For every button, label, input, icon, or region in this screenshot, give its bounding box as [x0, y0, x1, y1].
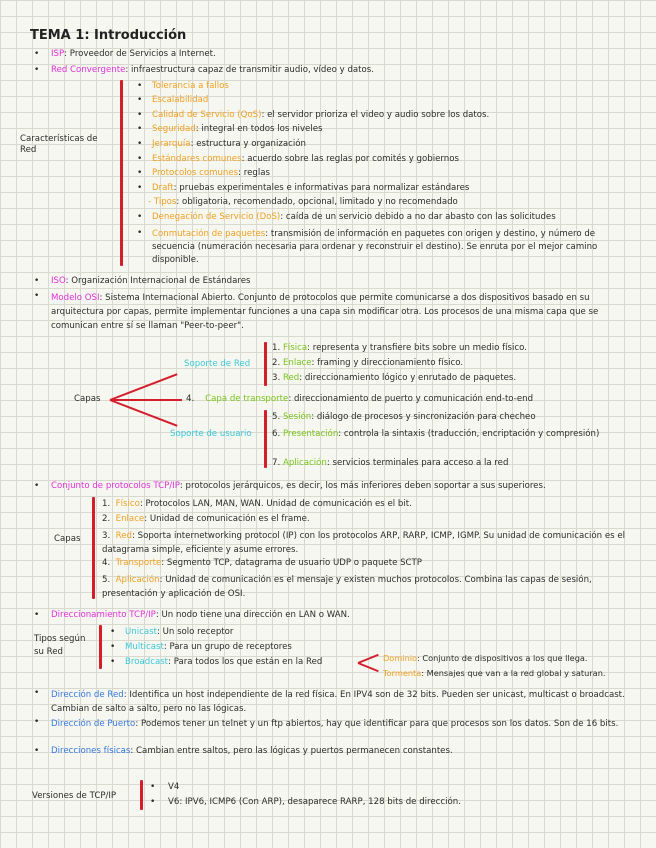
- tcp-layer-term: Enlace: [115, 514, 145, 524]
- tipo-item: [125, 657, 322, 668]
- red-convergente-term: Red Convergente: [51, 65, 126, 75]
- dominio-text: : Conjunto de dispositivos a los que llega.: [417, 653, 588, 663]
- soporte-red-label: Soporte de Red: [184, 359, 251, 369]
- caract-term: Tolerancia a fallos: [152, 81, 229, 91]
- osi-layer: [272, 358, 463, 369]
- tcp-layer: [102, 514, 310, 525]
- bullet: •: [137, 124, 143, 134]
- caract-item: [152, 168, 270, 179]
- caract-subitem: [148, 197, 458, 208]
- osi-layer-text: : direccionamiento lógico y enrutado de paquetes.: [299, 373, 517, 383]
- osi-layer-text: : diálogo de procesos y sincronización para checheo: [311, 412, 536, 422]
- osi-layer-term: Capa de transporte: [205, 394, 289, 404]
- bullet: •: [137, 110, 143, 120]
- osi-term: Modelo OSI: [51, 293, 100, 303]
- tipo-term: Broadcast: [125, 657, 169, 667]
- caract-item: [152, 110, 489, 121]
- page-title: TEMA 1: Introducción: [30, 28, 187, 43]
- bullet: •: [150, 782, 156, 792]
- bullet: •: [34, 291, 40, 301]
- bullet: •: [137, 212, 143, 222]
- tipo-text: : Para todos los que están en la Red: [168, 657, 323, 667]
- direccionamiento-item: [51, 610, 350, 621]
- version-item: V4: [168, 782, 180, 792]
- isp-text: : Proveedor de Servicios a Internet.: [64, 49, 216, 59]
- brace-soporte-usuario: [264, 410, 267, 468]
- dominio-term: Dominio: [383, 653, 418, 663]
- dominio-item: [383, 653, 588, 664]
- brace-caracteristicas: [120, 80, 123, 266]
- tcp-layer-text: : Unidad de comunicación es el frame.: [144, 514, 310, 524]
- tipo-text: : Para un grupo de receptores: [163, 642, 292, 652]
- bullet: •: [110, 657, 116, 667]
- brace-tcp-capas: [92, 497, 95, 599]
- tcp-layer: [102, 558, 422, 569]
- tcp-layer-term: Aplicación: [115, 575, 160, 585]
- arrow-line-lower: [110, 399, 178, 427]
- bullet: •: [34, 746, 40, 756]
- caract-term: Protocolos comunes: [152, 168, 239, 178]
- tipo-term: Multicast: [125, 642, 164, 652]
- caract-item: [152, 183, 469, 194]
- tipos-label: Tipos según su Red: [34, 634, 86, 657]
- osi-layer-num: 3.: [272, 373, 281, 383]
- caract-term: Escalabilidad: [152, 95, 209, 105]
- osi-layer-term: Sesión: [282, 412, 312, 422]
- isp-item: [51, 49, 216, 60]
- caract-term: Denegación de Servicio (DoS): [152, 212, 281, 222]
- caract-text: : obligatoria, recomendado, opcional, limitado y no recomendado: [176, 197, 458, 207]
- caract-text: : caída de un servicio debido a no dar abasto con las solicitudes: [280, 212, 556, 222]
- tipo-term: Unicast: [125, 627, 157, 637]
- tcpip-text: : protocolos jerárquicos, es decir, los más inferiores deben soportar a sus superiores.: [179, 481, 546, 491]
- tcpip-term: Conjunto de protocolos TCP/IP: [51, 481, 180, 491]
- osi-layer: [186, 394, 533, 405]
- bullet: •: [137, 168, 143, 178]
- tcp-layer-text: : Soporta internetworking protocol (IP) con los protocolos ARP, RARP, ICMP, IGMP. Su unidad de comunicación es el datagrama simple, eficiente y asume errores.: [102, 531, 625, 555]
- osi-layer-text: : direccionamiento de puerto y comunicación end-to-end: [288, 394, 534, 404]
- tcp-layer-term: Red: [115, 531, 132, 541]
- dir-puerto-item: [51, 717, 636, 731]
- osi-layer: [272, 412, 536, 423]
- osi-layer-term: Física: [282, 343, 308, 353]
- dir-fisicas-text: : Cambian entre saltos, pero las lógicas y puertos permanecen constantes.: [130, 746, 453, 756]
- bullet: •: [110, 627, 116, 637]
- tipo-item: [125, 642, 292, 653]
- caract-term: Calidad de Servicio (QoS): [152, 110, 262, 120]
- osi-layer: [272, 373, 516, 384]
- caract-item: [152, 81, 229, 92]
- caract-term: Jerarquía: [152, 139, 191, 149]
- bullet: •: [137, 95, 143, 105]
- tormenta-item: [383, 668, 606, 679]
- caract-term: Draft: [152, 183, 174, 193]
- caract-text: : pruebas experimentales e informativas para normalizar estándares: [173, 183, 470, 193]
- tcp-layer: [102, 573, 632, 601]
- caract-text: : el servidor prioriza el video y audio sobre los datos.: [261, 110, 490, 120]
- tipo-text: : Un solo receptor: [156, 627, 234, 637]
- osi-layer-num: 6.: [272, 429, 281, 439]
- tcp-layer-term: Transporte: [115, 558, 162, 568]
- caract-item: [152, 139, 306, 150]
- caracteristicas-label: Características de Red: [20, 134, 98, 155]
- dir-puerto-text: : Podemos tener un telnet y un ftp abiertos, hay que identificar para que procesos son los datos. Son de 16 bits.: [135, 719, 619, 729]
- tcp-layer-text: : Protocolos LAN, MAN, WAN. Unidad de comunicación es el bit.: [139, 499, 412, 509]
- osi-layer-text: : framing y direccionamiento físico.: [311, 358, 464, 368]
- osi-item: [51, 291, 636, 333]
- caract-term: Estándares comunes: [152, 154, 242, 164]
- iso-item: [51, 276, 251, 287]
- iso-term: ISO: [51, 276, 66, 286]
- osi-layer-num: 1.: [272, 343, 281, 353]
- tcp-layer-num: 2.: [102, 514, 111, 524]
- osi-layer-num: 5.: [272, 412, 281, 422]
- bullet: •: [34, 610, 40, 620]
- soporte-usuario-label: Soporte de usuario: [170, 429, 252, 439]
- dir-puerto-term: Dirección de Puerto: [51, 719, 136, 729]
- osi-layer-num: 7.: [272, 458, 281, 468]
- caract-item: [152, 95, 208, 106]
- dir-red-text: : Identifica un host independiente de la red física. En IPV4 son de 32 bits. Pueden ser unicast, multicast o broadcast. Cambian de salto a salto, pero no las lógicas.: [51, 690, 625, 714]
- bullet: •: [150, 797, 156, 807]
- osi-text: : Sistema Internacional Abierto. Conjunto de protocolos que permite comunicarse a dos dispositivos basado en su arquitectura por capas, permite implementar funciones a una capa sin modificar otra. Los procesos de una misma capa que se comunican entre sí se llaman "Peer-to-peer".: [51, 293, 599, 331]
- tcp-layer-num: 5.: [102, 575, 111, 585]
- osi-layer: [272, 343, 527, 354]
- caract-term: - Tipos: [148, 197, 177, 207]
- direccionamiento-term: Direccionamiento TCP/IP: [51, 610, 156, 620]
- tormenta-term: Tormenta: [383, 668, 422, 678]
- bullet: •: [137, 139, 143, 149]
- tcp-capas-label: Capas: [54, 534, 81, 544]
- tcp-layer-num: 1.: [102, 499, 111, 509]
- osi-capas-label: Capas: [74, 394, 101, 404]
- tipo-item: [125, 627, 233, 638]
- caract-text: : acuerdo sobre las reglas por comités y gobiernos: [241, 154, 459, 164]
- osi-layer: [272, 427, 622, 441]
- osi-layer-text: : servicios terminales para acceso a la red: [326, 458, 509, 468]
- dir-fisicas-term: Direcciones físicas: [51, 746, 131, 756]
- bullet: •: [137, 81, 143, 91]
- brace-soporte-red: [264, 342, 267, 386]
- tcp-layer-num: 3.: [102, 531, 111, 541]
- bullet: •: [34, 717, 40, 727]
- caract-text: : transmisión de información en paquetes con origen y destino, y número de secuencia (numeración necesaria para ordenar y reconstruir el destino). Se enruta por el mejor camino disponible.: [152, 229, 598, 265]
- tcpip-item: [51, 481, 546, 492]
- osi-layer-term: Aplicación: [282, 458, 327, 468]
- caract-item: [152, 228, 627, 267]
- bullet: •: [137, 183, 143, 193]
- red-convergente-text: : infraestructura capaz de transmitir audio, vídeo y datos.: [125, 65, 375, 75]
- bullet: •: [34, 276, 40, 286]
- tcp-layer: [102, 529, 632, 557]
- caract-item: [152, 212, 556, 223]
- osi-layer-num: 2.: [272, 358, 281, 368]
- iso-text: : Organización Internacional de Estándares: [65, 276, 251, 286]
- osi-layer: [272, 458, 508, 469]
- direccionamiento-text: : Un nodo tiene una dirección en LAN o WAN.: [155, 610, 350, 620]
- bullet: •: [137, 228, 143, 238]
- bullet: •: [110, 642, 116, 652]
- arrow-line-upper: [110, 373, 178, 401]
- osi-layer-text: : representa y transfiere bits sobre un medio físico.: [307, 343, 527, 353]
- caract-term: Seguridad: [152, 124, 196, 134]
- isp-term: ISP: [51, 49, 65, 59]
- caract-item: [152, 154, 459, 165]
- tcp-layer: [102, 499, 412, 510]
- tcp-layer-text: : Segmento TCP, datagrama de usuario UDP o paquete SCTP: [161, 558, 422, 568]
- versiones-label: Versiones de TCP/IP: [32, 791, 117, 801]
- osi-layer-num: 4.: [186, 394, 195, 404]
- osi-layer-term: Enlace: [282, 358, 312, 368]
- bullet: •: [34, 688, 40, 698]
- bullet: •: [34, 49, 40, 59]
- osi-layer-term: Red: [282, 373, 300, 383]
- bullet: •: [34, 65, 40, 75]
- dir-red-item: [51, 688, 636, 716]
- arrow-line-tormenta: [358, 662, 379, 672]
- caract-term: Conmutación de paquetes: [152, 229, 266, 239]
- caract-item: [152, 124, 322, 135]
- arrow-line-middle: [110, 399, 182, 401]
- tcp-layer-num: 4.: [102, 558, 111, 568]
- tcp-layer-text: : Unidad de comunicación es el mensaje y existen muchos protocolos. Combina las capas de sesión, presentación y aplicación de OSI.: [102, 575, 592, 599]
- tormenta-text: : Mensajes que van a la red global y saturan.: [421, 668, 606, 678]
- dir-fisicas-item: [51, 746, 453, 757]
- version-item: V6: IPV6, ICMP6 (Con ARP), desaparece RARP, 128 bits de dirección.: [168, 797, 461, 807]
- tcp-layer-term: Físico: [115, 499, 140, 509]
- dir-red-term: Dirección de Red: [51, 690, 124, 700]
- caract-text: : reglas: [238, 168, 270, 178]
- bullet: •: [137, 154, 143, 164]
- brace-tipos: [99, 625, 102, 669]
- bullet: •: [34, 481, 40, 491]
- caract-text: : estructura y organización: [190, 139, 306, 149]
- caract-text: : integral en todos los niveles: [195, 124, 323, 134]
- red-convergente-item: [51, 65, 374, 76]
- osi-layer-term: Presentación: [282, 429, 339, 439]
- brace-versiones: [140, 780, 143, 810]
- osi-layer-text: : controla la sintaxis (traducción, encriptación y compresión): [338, 429, 600, 439]
